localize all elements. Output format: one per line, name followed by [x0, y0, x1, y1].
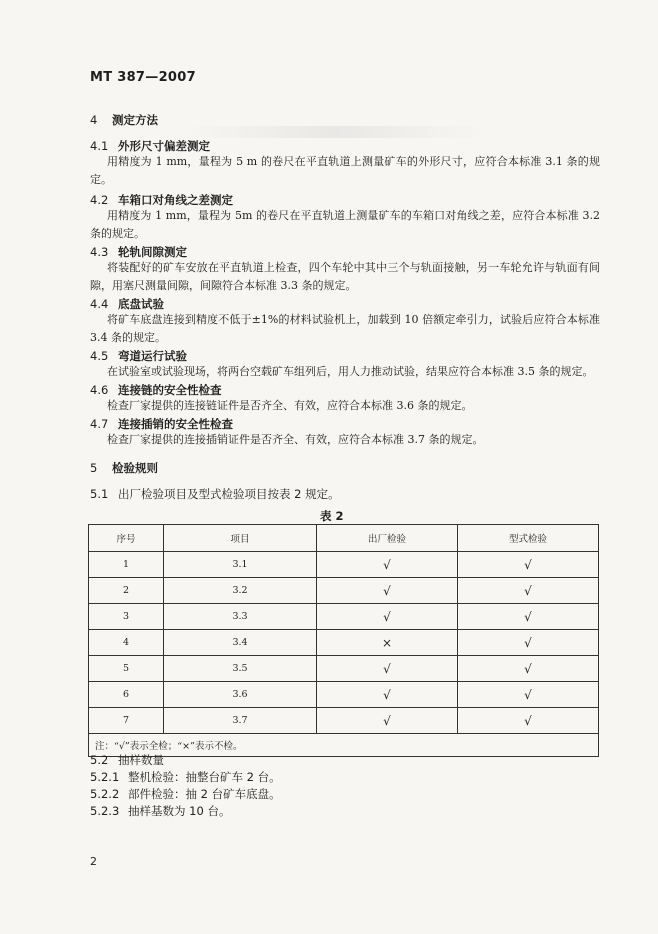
header-cell: 型式检验 [458, 525, 599, 552]
clause-number: 4.7 [90, 417, 109, 431]
item-cell: 3.3 [164, 604, 317, 630]
section-title: 测定方法 [112, 113, 158, 127]
clause-number: 4.3 [90, 245, 109, 259]
clause-title: 抽样数量 [118, 753, 164, 767]
type-check-cell: √ [458, 552, 599, 578]
table-row [89, 604, 599, 630]
clause-4-5-text: 在试验室或试验现场，将两台空载矿车组列后，用人力推动试验，结果应符合本标准 3.5 条的规定。 [107, 365, 594, 378]
clause-4-6-text: 检查厂家提供的连接链证件是否齐全、有效，应符合本标准 3.6 条的规定。 [107, 399, 473, 412]
clause-4-2-heading [90, 192, 233, 208]
clause-number: 4.1 [90, 139, 109, 153]
clause-text: 整机检验：抽整台矿车 2 台。 [128, 770, 281, 784]
factory-check-cell: √ [317, 552, 458, 578]
clause-4-1-heading [90, 138, 210, 154]
factory-check-cell: √ [317, 682, 458, 708]
clause-number: 5.2.1 [90, 770, 120, 784]
item-cell: 3.5 [164, 656, 317, 682]
clause-4-3-text: 将装配好的矿车安放在平直轨道上检查，四个车轮中其中三个与轨面接触，另一车轮允许与轨面有间隙，用塞尺测量间隙，间隙符合本标准 3.3 条的规定。 [90, 261, 600, 292]
document-header: MT 387—2007 [90, 70, 196, 85]
section-4-heading [90, 112, 158, 128]
table-row [89, 578, 599, 604]
item-cell: 3.4 [164, 630, 317, 656]
clause-4-3-heading [90, 244, 187, 260]
serial-cell: 3 [89, 604, 164, 630]
serial-cell: 7 [89, 708, 164, 734]
factory-check-cell: √ [317, 604, 458, 630]
table-row [89, 656, 599, 682]
clause-title: 弯道运行试验 [118, 349, 187, 363]
clause-4-5-heading [90, 348, 187, 364]
clause-number: 5.1 [90, 487, 109, 501]
clause-4-2-text: 用精度为 1 mm，量程为 5m 的卷尺在平直轨道上测量矿车的车箱口对角线之差，应符合本标准 3.2 条的规定。 [90, 209, 600, 240]
table-row [89, 708, 599, 734]
clause-title: 外形尺寸偏差测定 [118, 139, 210, 153]
factory-check-cell: √ [317, 656, 458, 682]
clause-4-4-heading [90, 296, 164, 312]
clause-number: 4.6 [90, 383, 109, 397]
header-cell: 项目 [164, 525, 317, 552]
clause-number: 5.2.2 [90, 787, 120, 801]
table-row [89, 630, 599, 656]
clause-5-2-1 [90, 769, 281, 785]
item-cell: 3.7 [164, 708, 317, 734]
factory-check-cell: √ [317, 708, 458, 734]
type-check-cell: √ [458, 708, 599, 734]
table-header-row [89, 525, 599, 552]
clause-number: 4.4 [90, 297, 109, 311]
clause-5-2-2 [90, 786, 281, 802]
table-2 [88, 524, 599, 757]
table-row [89, 682, 599, 708]
clause-title: 车箱口对角线之差测定 [118, 193, 233, 207]
clause-number: 5.2.3 [90, 804, 120, 818]
table-note-row [89, 734, 599, 757]
item-cell: 3.6 [164, 682, 317, 708]
table-caption: 表 2 [320, 509, 344, 523]
item-cell: 3.2 [164, 578, 317, 604]
clause-4-7-heading [90, 416, 233, 432]
serial-cell: 2 [89, 578, 164, 604]
type-check-cell: √ [458, 578, 599, 604]
serial-cell: 6 [89, 682, 164, 708]
type-check-cell: √ [458, 656, 599, 682]
clause-title: 轮轨间隙测定 [118, 245, 187, 259]
factory-check-cell: × [317, 630, 458, 656]
serial-cell: 1 [89, 552, 164, 578]
clause-5-2-heading [90, 752, 164, 768]
clause-number: 4.5 [90, 349, 109, 363]
clause-number: 5.2 [90, 753, 109, 767]
clause-4-4-text: 将矿车底盘连接到精度不低于±1%的材料试验机上，加载到 10 倍额定牵引力，试验后应符合本标准 3.4 条的规定。 [90, 313, 600, 344]
section-5-heading [90, 460, 158, 476]
serial-cell: 4 [89, 630, 164, 656]
clause-title: 底盘试验 [118, 297, 164, 311]
type-check-cell: √ [458, 682, 599, 708]
table-row [89, 552, 599, 578]
clause-text: 出厂检验项目及型式检验项目按表 2 规定。 [118, 487, 340, 501]
table-note: 注：“√”表示全检；“×”表示不检。 [89, 734, 599, 757]
header-cell: 出厂检验 [317, 525, 458, 552]
clause-5-2-3 [90, 803, 230, 819]
header-cell: 序号 [89, 525, 164, 552]
type-check-cell: √ [458, 630, 599, 656]
scan-smudge [185, 126, 485, 138]
clause-4-6-heading [90, 382, 222, 398]
factory-check-cell: √ [317, 578, 458, 604]
clause-4-7-text: 检查厂家提供的连接插销证件是否齐全、有效，应符合本标准 3.7 条的规定。 [107, 433, 484, 446]
page-number: 2 [90, 855, 97, 868]
type-check-cell: √ [458, 604, 599, 630]
item-cell: 3.1 [164, 552, 317, 578]
clause-number: 4.2 [90, 193, 109, 207]
clause-text: 部件检验：抽 2 台矿车底盘。 [128, 787, 281, 801]
clause-title: 连接插销的安全性检查 [118, 417, 233, 431]
clause-text: 抽样基数为 10 台。 [128, 804, 231, 818]
serial-cell: 5 [89, 656, 164, 682]
clause-title: 连接链的安全性检查 [118, 383, 222, 397]
clause-4-1-text: 用精度为 1 mm，量程为 5 m 的卷尺在平直轨道上测量矿车的外形尺寸，应符合本标准 3.1 条的规定。 [90, 155, 600, 186]
section-title: 检验规则 [112, 461, 158, 475]
section-number: 4 [90, 113, 98, 127]
clause-5-1 [90, 486, 340, 502]
section-number: 5 [90, 461, 98, 475]
